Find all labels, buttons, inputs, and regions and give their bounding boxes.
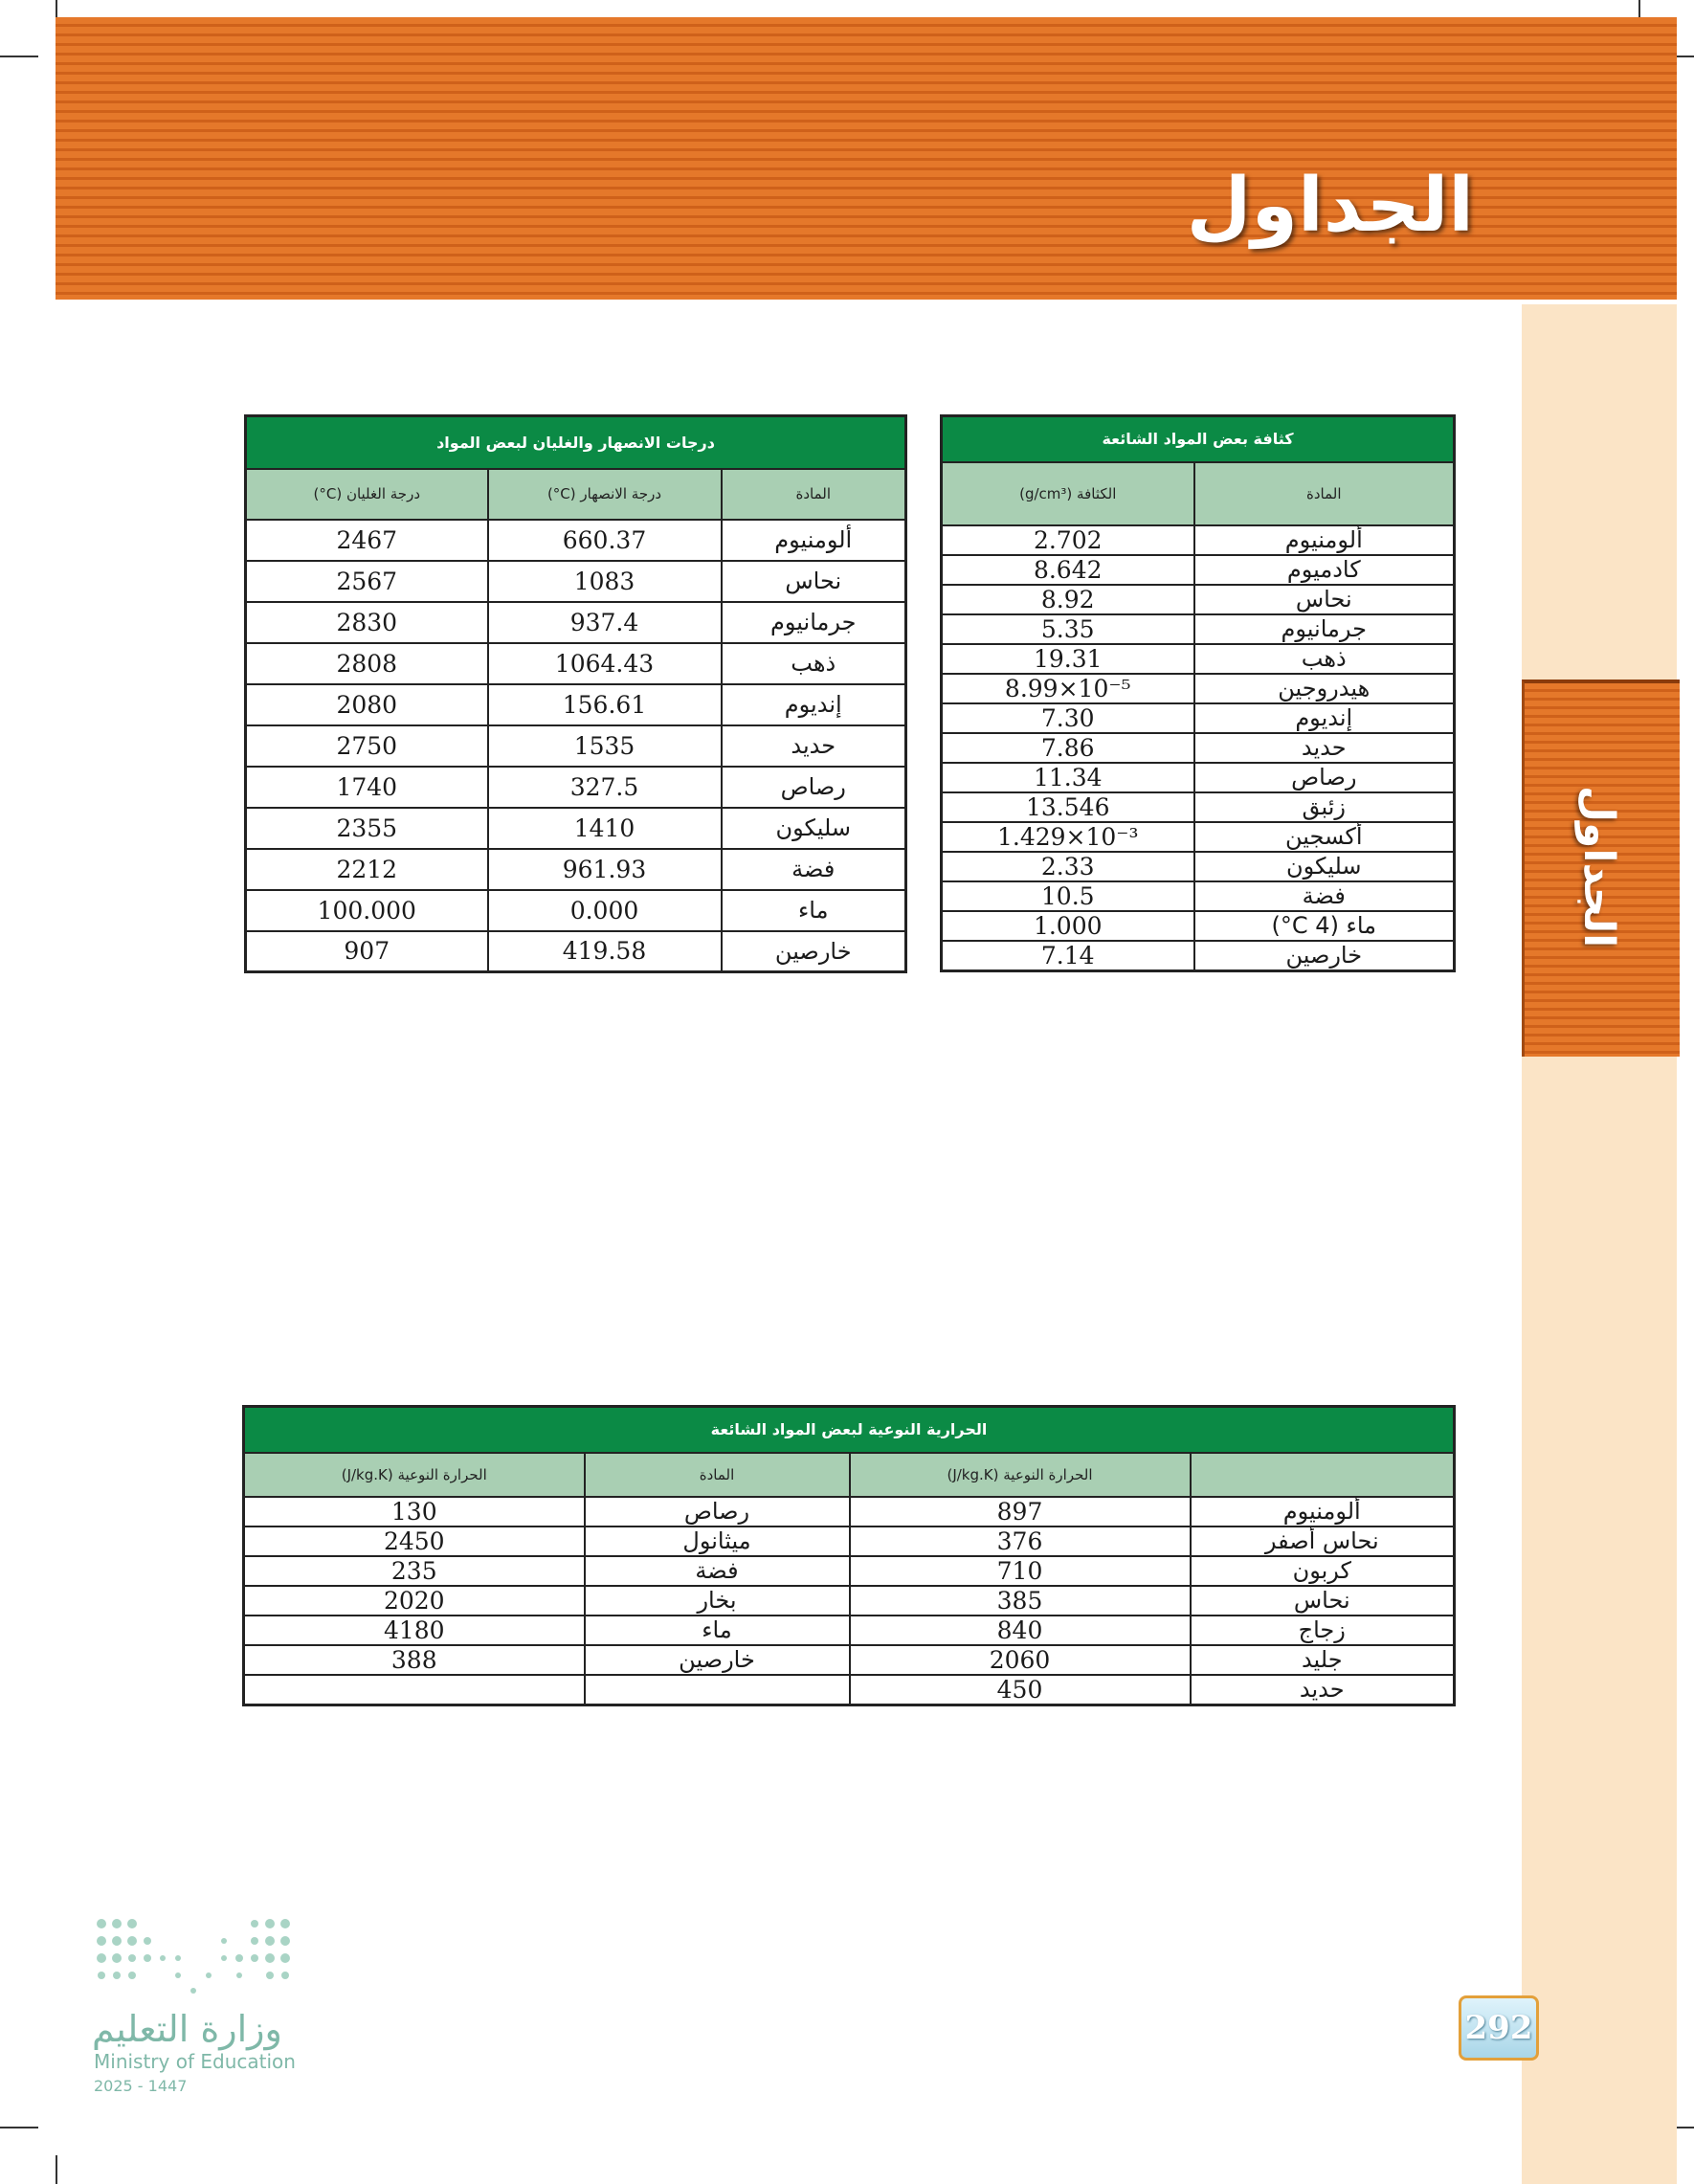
material-name-cell: هيدروجين	[1194, 674, 1455, 703]
table-row	[244, 1675, 1455, 1705]
material-name-cell: ماء	[585, 1616, 850, 1645]
boiling-point-cell: 907	[246, 931, 488, 972]
column-header-material-right	[1191, 1453, 1455, 1497]
table-row	[246, 767, 906, 808]
material-name-cell: كادميوم	[1194, 555, 1455, 585]
density-value-cell: 8.642	[942, 555, 1194, 585]
table-row	[246, 725, 906, 767]
table-row	[246, 643, 906, 684]
table-row	[942, 703, 1455, 733]
material-name-cell: إنديوم	[722, 684, 906, 725]
specific-heat-cell: 4180	[244, 1616, 585, 1645]
material-name-cell: سليكون	[722, 808, 906, 849]
table-row	[942, 792, 1455, 822]
melting-point-cell: 1410	[488, 808, 722, 849]
table-row	[244, 1527, 1455, 1556]
side-tab-label-wrap	[1522, 680, 1677, 1053]
column-header-density: الكثافة (g/cm³)	[942, 462, 1194, 525]
material-name-cell: ماء	[722, 890, 906, 931]
material-name-cell: ذهب	[722, 643, 906, 684]
material-name-cell: جرمانيوم	[1194, 614, 1455, 644]
density-value-cell: 19.31	[942, 644, 1194, 674]
table-row	[244, 1616, 1455, 1645]
material-name-cell: ألومنيوم	[722, 520, 906, 561]
table-row	[942, 733, 1455, 763]
material-name-cell: ألومنيوم	[1194, 525, 1455, 555]
density-table	[940, 414, 1456, 972]
column-header-heat-right: الحرارة النوعية (J/kg.K)	[850, 1453, 1191, 1497]
column-header-melting: درجة الانصهار (C°)	[488, 469, 722, 520]
material-name-cell: رصاص	[722, 767, 906, 808]
specific-heat-cell: 235	[244, 1556, 585, 1586]
table-row	[246, 520, 906, 561]
crop-mark	[0, 56, 38, 57]
material-name-cell: ماء (4 C°)	[1194, 911, 1455, 941]
boiling-point-cell: 2567	[246, 561, 488, 602]
specific-heat-cell: 897	[850, 1497, 1191, 1527]
table-row	[942, 555, 1455, 585]
melting-point-cell: 327.5	[488, 767, 722, 808]
table-row	[942, 941, 1455, 971]
crop-mark	[56, 2155, 57, 2184]
melting-boiling-rows	[246, 520, 906, 972]
material-name-cell: حديد	[1191, 1675, 1455, 1705]
side-strip	[1522, 304, 1677, 2184]
material-name-cell: حديد	[722, 725, 906, 767]
material-name-cell: أكسجين	[1194, 822, 1455, 852]
boiling-point-cell: 2080	[246, 684, 488, 725]
material-name-cell: خارصين	[1194, 941, 1455, 971]
table-row	[246, 931, 906, 972]
table-row	[942, 763, 1455, 792]
table-row	[942, 644, 1455, 674]
material-name-cell: زئبق	[1194, 792, 1455, 822]
table-row	[942, 614, 1455, 644]
boiling-point-cell: 2212	[246, 849, 488, 890]
specific-heat-cell: 840	[850, 1616, 1191, 1645]
table-row	[942, 881, 1455, 911]
melting-point-cell: 1064.43	[488, 643, 722, 684]
table-title: درجات الانصهار والغليان لبعض المواد	[246, 416, 906, 469]
material-name-cell: رصاص	[585, 1497, 850, 1527]
material-name-cell: زجاج	[1191, 1616, 1455, 1645]
table-row	[246, 849, 906, 890]
boiling-point-cell: 1740	[246, 767, 488, 808]
melting-boiling-table	[244, 414, 907, 973]
specific-heat-cell	[244, 1675, 585, 1705]
density-value-cell: 2.702	[942, 525, 1194, 555]
specific-heat-table	[242, 1405, 1456, 1706]
column-header-boiling: درجة الغليان (C°)	[246, 469, 488, 520]
density-value-cell: 11.34	[942, 763, 1194, 792]
table-row	[246, 561, 906, 602]
material-name-cell: سليكون	[1194, 852, 1455, 881]
density-value-cell: 5.35	[942, 614, 1194, 644]
column-header-material: المادة	[722, 469, 906, 520]
table-row	[246, 684, 906, 725]
material-name-cell: حديد	[1194, 733, 1455, 763]
material-name-cell: فضة	[1194, 881, 1455, 911]
material-name-cell: ذهب	[1194, 644, 1455, 674]
column-header-heat-left: الحرارة النوعية (J/kg.K)	[244, 1453, 585, 1497]
density-value-cell: 7.14	[942, 941, 1194, 971]
material-name-cell: كربون	[1191, 1556, 1455, 1586]
density-value-cell: 10.5	[942, 881, 1194, 911]
density-value-cell: 7.86	[942, 733, 1194, 763]
side-tab-label: الجداول	[1574, 785, 1624, 947]
density-value-cell: 1.000	[942, 911, 1194, 941]
density-value-cell: 8.99×10⁻⁵	[942, 674, 1194, 703]
material-name-cell: نحاس أصفر	[1191, 1527, 1455, 1556]
density-rows	[942, 525, 1455, 971]
specific-heat-cell: 710	[850, 1556, 1191, 1586]
boiling-point-cell: 2750	[246, 725, 488, 767]
table-row	[246, 602, 906, 643]
column-header-material: المادة	[1194, 462, 1455, 525]
material-name-cell: رصاص	[1194, 763, 1455, 792]
table-title: كثافة بعض المواد الشائعة	[942, 416, 1455, 462]
table-title: الحرارية النوعية لبعض المواد الشائعة	[244, 1407, 1455, 1453]
crop-mark	[0, 2127, 38, 2128]
ministry-name-english: Ministry of Education	[94, 2050, 296, 2073]
table-row	[942, 911, 1455, 941]
page-title: الجداول	[1186, 163, 1474, 249]
material-name-cell: خارصين	[585, 1645, 850, 1675]
density-value-cell: 1.429×10⁻³	[942, 822, 1194, 852]
table-row	[244, 1556, 1455, 1586]
specific-heat-cell: 385	[850, 1586, 1191, 1616]
table-row	[942, 822, 1455, 852]
material-name-cell: نحاس	[1194, 585, 1455, 614]
table-row	[246, 890, 906, 931]
material-name-cell: بخار	[585, 1586, 850, 1616]
table-row	[942, 585, 1455, 614]
specific-heat-cell: 376	[850, 1527, 1191, 1556]
academic-year: 2025 - 1447	[94, 2077, 188, 2095]
logo-dots-icon	[92, 1914, 312, 2005]
melting-point-cell: 937.4	[488, 602, 722, 643]
boiling-point-cell: 2808	[246, 643, 488, 684]
melting-point-cell: 1535	[488, 725, 722, 767]
boiling-point-cell: 2355	[246, 808, 488, 849]
material-name-cell: جليد	[1191, 1645, 1455, 1675]
material-name-cell: نحاس	[722, 561, 906, 602]
table-row	[244, 1586, 1455, 1616]
material-name-cell: خارصين	[722, 931, 906, 972]
melting-point-cell: 0.000	[488, 890, 722, 931]
boiling-point-cell: 2467	[246, 520, 488, 561]
table-row	[244, 1497, 1455, 1527]
density-value-cell: 13.546	[942, 792, 1194, 822]
melting-point-cell: 1083	[488, 561, 722, 602]
material-name-cell: فضة	[585, 1556, 850, 1586]
material-name-cell: نحاس	[1191, 1586, 1455, 1616]
boiling-point-cell: 2830	[246, 602, 488, 643]
boiling-point-cell: 100.000	[246, 890, 488, 931]
table-row	[244, 1645, 1455, 1675]
specific-heat-cell: 130	[244, 1497, 585, 1527]
column-header-material-left: المادة	[585, 1453, 850, 1497]
specific-heat-cell: 388	[244, 1645, 585, 1675]
density-value-cell: 7.30	[942, 703, 1194, 733]
specific-heat-cell: 2060	[850, 1645, 1191, 1675]
melting-point-cell: 961.93	[488, 849, 722, 890]
specific-heat-cell: 450	[850, 1675, 1191, 1705]
material-name-cell: إنديوم	[1194, 703, 1455, 733]
page-number: 292	[1459, 1995, 1539, 2061]
specific-heat-cell: 2020	[244, 1586, 585, 1616]
density-value-cell: 8.92	[942, 585, 1194, 614]
ministry-logo	[92, 1914, 312, 2096]
table-row	[942, 852, 1455, 881]
melting-point-cell: 156.61	[488, 684, 722, 725]
material-name-cell	[585, 1675, 850, 1705]
melting-point-cell: 419.58	[488, 931, 722, 972]
material-name-cell: ألومنيوم	[1191, 1497, 1455, 1527]
density-value-cell: 2.33	[942, 852, 1194, 881]
table-row	[246, 808, 906, 849]
ministry-name-arabic: وزارة التعليم	[92, 2008, 282, 2050]
table-row	[942, 674, 1455, 703]
header-banner	[56, 17, 1677, 300]
material-name-cell: ميثانول	[585, 1527, 850, 1556]
material-name-cell: فضة	[722, 849, 906, 890]
table-row	[942, 525, 1455, 555]
melting-point-cell: 660.37	[488, 520, 722, 561]
specific-heat-cell: 2450	[244, 1527, 585, 1556]
material-name-cell: جرمانيوم	[722, 602, 906, 643]
specific-heat-rows	[244, 1497, 1455, 1705]
